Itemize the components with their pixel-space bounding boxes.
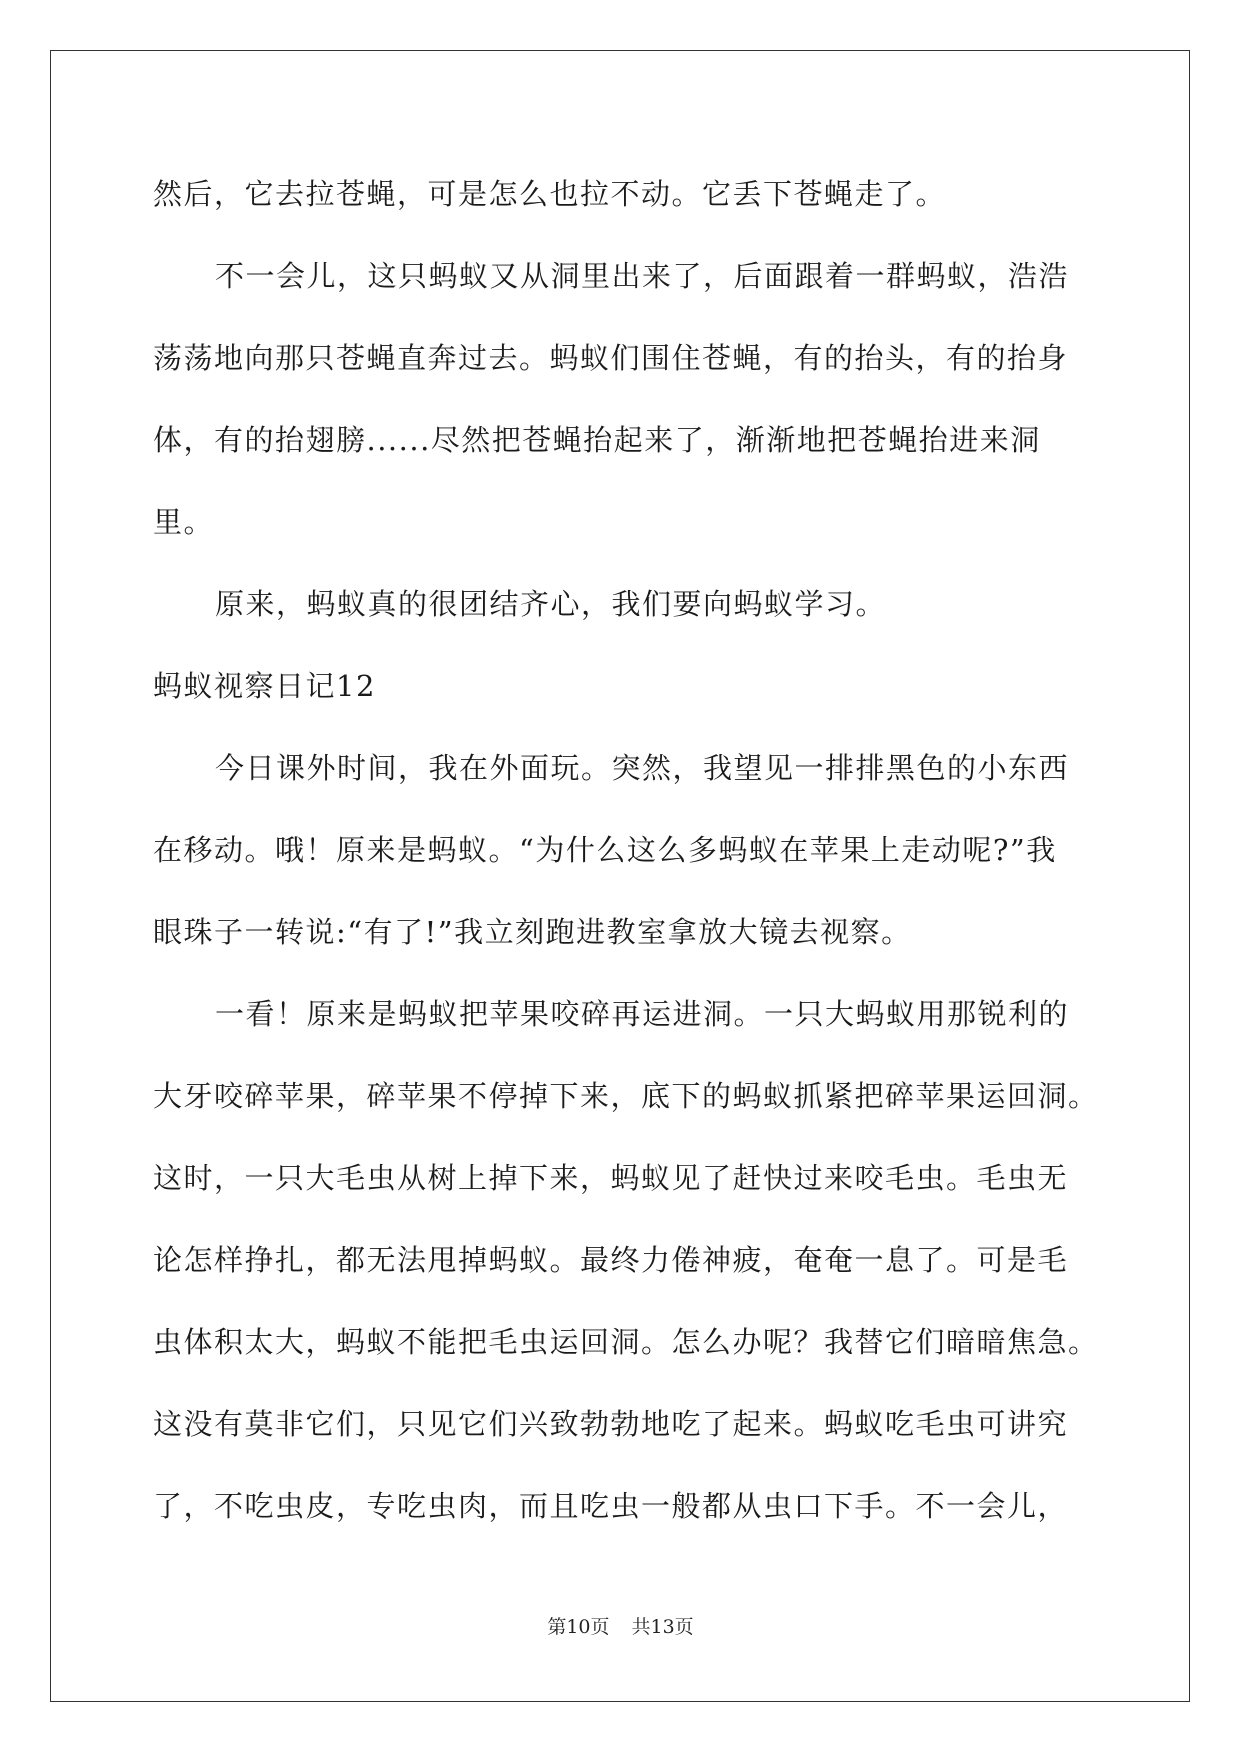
- text-line: 虫体积太大，蚂蚁不能把毛虫运回洞。怎么办呢？我替它们暗暗焦急。: [153, 1325, 1099, 1359]
- document-body: [153, 164, 1099, 1558]
- text-line: 不一会儿，这只蚂蚁又从洞里出来了，后面跟着一群蚂蚁，浩浩: [215, 259, 1070, 293]
- text-line: 然后，它去拉苍蝇，可是怎么也拉不动。它丢下苍蝇走了。: [153, 177, 947, 211]
- text-line: 大牙咬碎苹果，碎苹果不停掉下来，底下的蚂蚁抓紧把碎苹果运回洞。: [153, 1079, 1099, 1113]
- text-line: 体，有的抬翅膀......尽然把苍蝇抬起来了，渐渐地把苍蝇抬进来洞: [153, 423, 1041, 457]
- text-line: 原来，蚂蚁真的很团结齐心，我们要向蚂蚁学习。: [215, 587, 887, 621]
- text-line: 今日课外时间，我在外面玩。突然，我望见一排排黑色的小东西: [215, 751, 1070, 785]
- section-title: 蚂蚁视察日记12: [153, 669, 376, 703]
- text-line: 眼珠子一转说:“有了!”我立刻跑进教室拿放大镜去视察。: [153, 915, 912, 949]
- text-line: 这时，一只大毛虫从树上掉下来，蚂蚁见了赶快过来咬毛虫。毛虫无: [153, 1161, 1069, 1195]
- text-line: 了，不吃虫皮，专吃虫肉，而且吃虫一般都从虫口下手。不一会儿，: [153, 1489, 1069, 1523]
- text-line: 荡荡地向那只苍蝇直奔过去。蚂蚁们围住苍蝇，有的抬头，有的抬身: [153, 341, 1069, 375]
- page-footer: [0, 1612, 1241, 1639]
- text-line: 论怎样挣扎，都无法甩掉蚂蚁。最终力倦神疲，奄奄一息了。可是毛: [153, 1243, 1069, 1277]
- page-total: 共13页: [631, 1616, 694, 1638]
- text-line: 在移动。哦！原来是蚂蚁。“为什么这么多蚂蚁在苹果上走动呢?”我: [153, 833, 1057, 867]
- text-line: 一看！原来是蚂蚁把苹果咬碎再运进洞。一只大蚂蚁用那锐利的: [215, 997, 1070, 1031]
- text-line: 这没有莫非它们，只见它们兴致勃勃地吃了起来。蚂蚁吃毛虫可讲究: [153, 1407, 1069, 1441]
- page-number: 第10页: [547, 1616, 610, 1638]
- text-line: 里。: [153, 505, 215, 539]
